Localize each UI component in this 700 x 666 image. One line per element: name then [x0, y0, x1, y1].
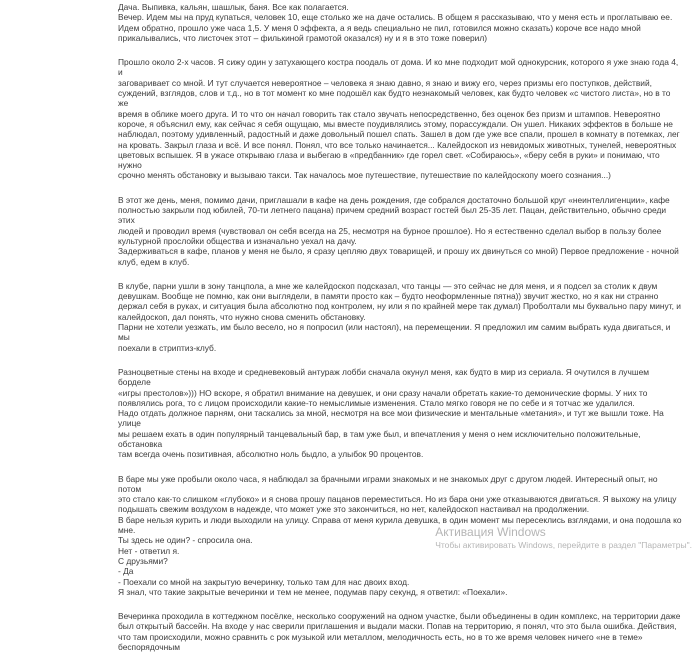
text-line: - Да — [118, 566, 134, 577]
text-line: появлялись рога, то с лицом происходили какие-то немыслимые изменения. Стало мягко говоря не по себе и я тотчас же удалился. — [118, 397, 635, 408]
watermark-subtitle: Чтобы активировать Windows, перейдите в раздел "Параметры". — [435, 540, 692, 550]
text-line: «игры престолов»))) НО вскоре, я обратил внимание на девушек, и они сразу начали обретать какие-то демонические формы. У них то — [118, 387, 648, 398]
paragraph-2 — [118, 57, 682, 181]
paragraph-7 — [118, 611, 682, 652]
text-line: В этот же день, меня, помимо дачи, приглашали в кафе на день рождения, где собрался достаточно большой круг «неинтеллигенции», кафе — [118, 194, 670, 205]
text-line: Идем обратно, прошло уже часа 1,5. У меня 0 эффекта, а я ведь специально не пил, готовился можно сказать) короче все надо мной — [118, 22, 641, 33]
text-line: срочно менять обстановку и вызываю такси. Так началось мое путешествие, путешествие по калейдоскопу моего сознания...) — [118, 170, 611, 181]
text-line: наблюдал, поэтому удивленный, радостный и даже довольный пошел спать. Зашел в дом где уже все спали, прошел в комнату в потемках, лег — [118, 129, 680, 140]
text-line: это стало как-то слишком «глубоко» и я снова прошу пацанов переместиться. Но из бара они уже отказываются двигаться. Я выхожу на улицу — [118, 494, 677, 505]
text-line: В баре нельзя курить и люди выходили на улицу. Справа от меня курила девушка, в один момент мы пересеклись взглядами, и она подошла ко — [118, 514, 682, 525]
text-line: короче, я объяснил ему, как сейчас я себя ощущаю, мы вместе поудивлялись этому, порассуждали. Он ушел. Никаких эффектов в больше не — [118, 118, 673, 129]
paragraph-5 — [118, 367, 682, 460]
text-line: Вечер. Идем мы на пруд купаться, человек 10, еще столько же на даче остались. В общем я рассказываю, что у меня есть и проглатываю ее. — [118, 12, 673, 23]
text-line: В баре мы уже пробыли около часа, я наблюдал за брачными играми знакомых и не знакомых друг с другом людей. Интересный опыт, но потом — [118, 473, 658, 494]
text-line: - Поехали со мной на закрытую вечеринку, только там для нас двоих вход. — [118, 576, 410, 587]
text-line: цветовых вспышек. Я в ужасе открываю глаза и выбегаю в «предбанник» где горел свет. «Собираюсь», «беру себя в руки» и понимаю, что нужно — [118, 149, 660, 171]
text-line: калейдоскоп, дал понять, что нужно снова сменить обстановку. — [118, 311, 366, 322]
paragraph-4 — [118, 281, 682, 353]
paragraph-3 — [118, 195, 682, 267]
text-line: Нет - ответил я. — [118, 545, 180, 556]
text-line: В клубе, парни ушли в зону танцпола, а мне же калейдоскоп подсказал, что танцы — это сейчас не для меня, и я подсел за столик к двум — [118, 280, 658, 291]
text-line: прикалывались, что листочек этот – филькиной грамотой оказался) ну и я в это тоже поверил) — [118, 32, 488, 43]
text-line: Задерживаться в кафе, планов у меня не было, я сразу цепляю двух товарищей, и прошу их двинуться со мной) Первое предложение - ночной — [118, 246, 679, 257]
text-line: Вечеринка проходила в коттеджном посёлке, несколько сооружений на одном участке, были объединены в один комплекс, на территории даже — [118, 611, 681, 622]
text-line: мы решаем ехать в один популярный танцевальный бар, в там уже был, и впечатления у меня о нем исключительно положительные, обстановка — [118, 428, 641, 449]
text-line: там всегда очень позитивная, абсолютно ноль быдло, а улыбок 90 процентов. — [118, 449, 424, 460]
text-line: был открытый бассейн. На входе у нас сверили приглашения и выдали маски. Попав на территорию, я понял, что это была ошибка. Действия, — [118, 621, 677, 632]
text-line: людей и проводил время (чувствовал он себя всегда на 25, несмотря на бурное прошлое). Но я естественно сделал выбор в пользу более — [118, 225, 662, 236]
text-line: Разноцветные стены на входе и средневековый антураж лобби сначала окунул меня, как будто в мир из сериала. Я очутился в лучшем борделе — [118, 366, 649, 388]
text-line: С друзьями? — [118, 555, 168, 566]
paragraph-1 — [118, 2, 682, 43]
windows-activation-watermark — [435, 525, 692, 551]
text-line: заговаривает со мной. И тут случается невероятное – человека я знаю давно, я знаю и вижу его, через призмы его поступков, действий, — [118, 77, 652, 88]
watermark-title: Активация Windows — [435, 525, 546, 539]
text-line: Парни не хотели уезжать, им было весело, но я попросил (или настоял), на перемещении. Я предложил им самим выбрать куда двигаться, и мы — [118, 322, 671, 343]
text-line: Дача. Выпивка, кальян, шашлык, баня. Все как полагается. — [118, 2, 349, 12]
text-line: Я знал, что такие закрытые вечеринки и тем не менее, подумав пару секунд, я ответил: «Поехали». — [118, 586, 508, 597]
text-line: мне. — [118, 525, 136, 536]
text-line: время в облике моего друга. И то что он начал говорить так стало звучать непосредственно, без оценок без призм и штампов. Невероятно — [118, 108, 661, 119]
text-line: полностью закрыли под юбилей, 70-ти летнего пацана) причем средний возраст гостей был 25-35 лет. Пацан, действительно, обычно среди этих — [118, 205, 667, 226]
text-line: Надо отдать должное парням, они таскались за мной, несмотря на все мои физические и ментальные «метания», и тут же вышли тоже. На улице — [118, 408, 664, 429]
text-line: подышать свежим воздухом в надежде, что может уже это закончиться, но нет, калейдоскоп настаивал на продолжении. — [118, 504, 590, 515]
text-line: держал себя в руках, и ситуация была абсолютно под контролем, ну или я по крайней мере так думал) Проболтали мы буквально пару минут, и — [118, 301, 681, 312]
text-line: Прошло около 2-х часов. Я сижу один у затухающего костра поодаль от дома. И ко мне подходит мой однокурсник, которого я уже знаю года 4, и — [118, 57, 679, 78]
text-line: что там происходили, можно сравнить с рок музыкой или металлом, мелодичность есть, но в то же время человек ничего «не в теме» беспорядочным — [118, 631, 643, 653]
text-line: культурной прослойки общества и изначально уехал на дачу. — [118, 235, 357, 246]
text-line: поехали в стриптиз-клуб. — [118, 342, 217, 353]
text-line: на кровать. Закрыл глаза и всё. И все понял. Понял, что все только начинается... Калейдоскоп из невидомых животных, тунелей, невероятных — [118, 139, 677, 150]
text-line: суждений, взглядов, слов и т.д., но в тот момент ко мне подошёл как будто незнакомый человек, как будто человек «с чистого листа», но в то же — [118, 88, 671, 109]
text-line: клуб, едем в клуб. — [118, 256, 190, 267]
text-line: девушкам. Вообще не помню, как они выглядели, в памяти просто как – будто неоформленные пятна)) звучит жестко, но я как ни странно — [118, 291, 659, 302]
text-line: Ты здесь не один? - спросила она. — [118, 535, 253, 546]
